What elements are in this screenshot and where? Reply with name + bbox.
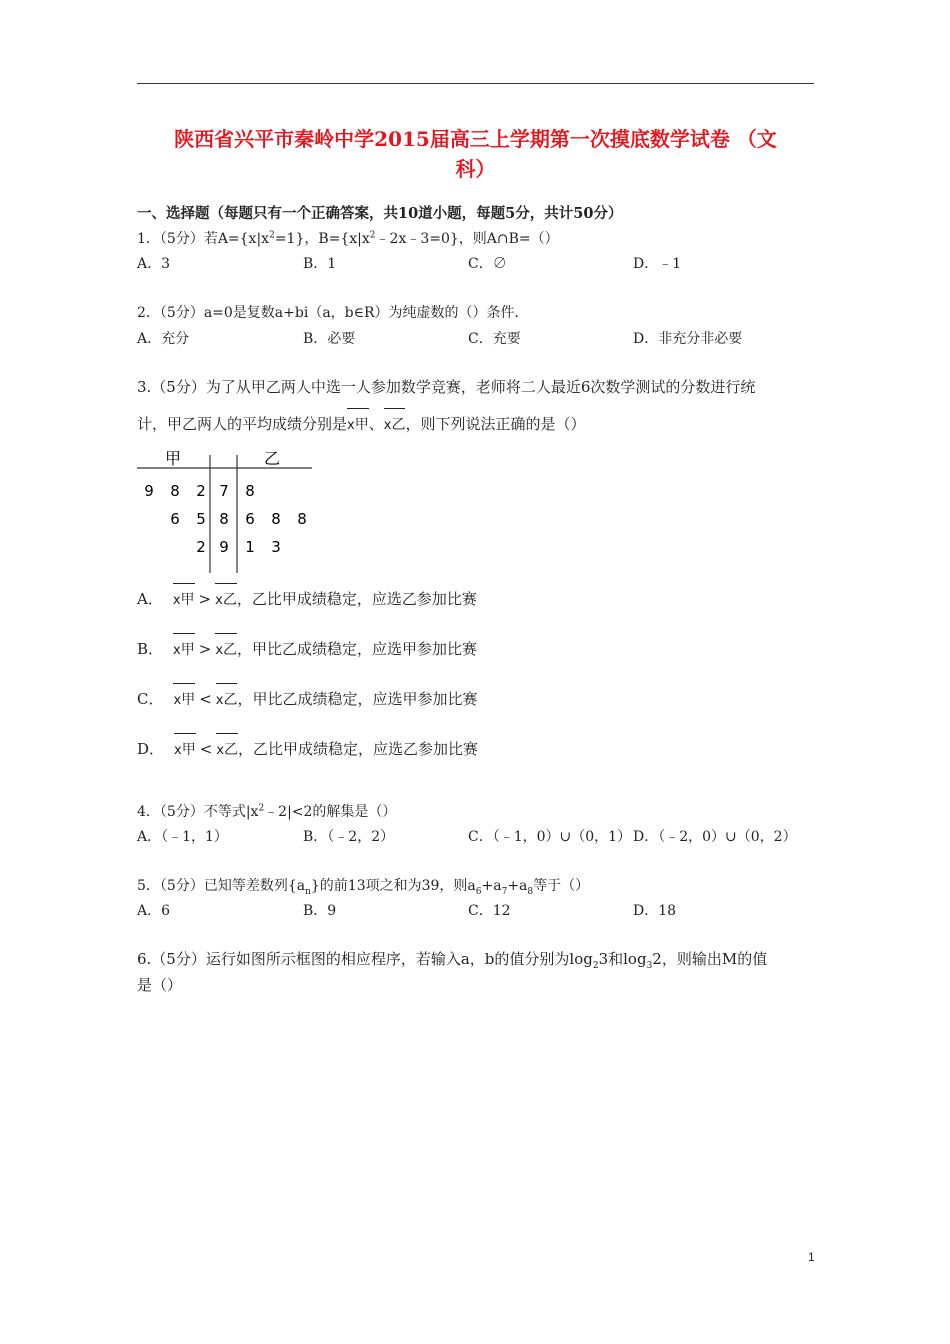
option-text: ，乙比甲成绩稳定，应选乙参加比赛	[238, 740, 479, 758]
q2-option-a[interactable]: A．充分	[137, 331, 190, 347]
header-rule	[137, 83, 814, 84]
stem-leaf-stem: 8	[219, 510, 229, 528]
mean-symbol: x乙	[216, 739, 238, 759]
mean-symbol: x甲	[173, 639, 195, 659]
stem-leaf-stem: 7	[219, 482, 229, 500]
question-3-line-2: 计，甲乙两人的平均成绩分别是x甲、x乙，则下列说法正确的是（）	[137, 415, 586, 433]
stem-leaf-left-leaf: 9	[144, 482, 154, 500]
q1-option-c[interactable]: C．∅	[468, 256, 507, 272]
q2-option-b[interactable]: B．必要	[303, 331, 356, 347]
option-letter: C．	[137, 690, 164, 708]
question-3-line-1: 3.（5分）为了从甲乙两人中选一人参加数学竞赛，老师将二人最近6次数学测试的分数进行统	[137, 378, 756, 396]
question-6-line-2: 是（）	[137, 976, 183, 994]
mean-yi: x乙	[384, 414, 406, 434]
question-6: 6.（5分）运行如图所示框图的相应程序，若输入a，b的值分别为$\log_23$和$\log_32$，则输出M的值	[137, 950, 768, 971]
relation-sign: >	[198, 640, 212, 658]
stem-leaf-header-yi: 乙	[263, 449, 281, 468]
q5-option-b[interactable]: B．9	[303, 903, 337, 919]
relation-sign: <	[199, 690, 212, 708]
option-text: ，甲比乙成绩稳定，应选甲参加比赛	[237, 690, 478, 708]
stem-leaf-right-leaf: 8	[297, 510, 307, 528]
stem-leaf-right-leaf: 1	[245, 538, 255, 556]
q2-option-d[interactable]: D．非充分非必要	[633, 331, 743, 347]
stem-leaf-plot	[137, 445, 317, 575]
option-letter: B．	[137, 640, 164, 658]
option-text: ，甲比乙成绩稳定，应选甲参加比赛	[237, 640, 478, 658]
mean-symbol: x甲	[173, 689, 195, 709]
option-text: ，乙比甲成绩稳定，应选乙参加比赛	[236, 590, 477, 608]
mean-jia: x甲	[347, 414, 369, 434]
q3-option-d[interactable]	[137, 738, 478, 759]
question-5: 5．（5分）已知等差数列$\{a_n\}$的前13项之和为39，则$a_6+a_7+a_8$等于（）	[137, 878, 590, 897]
section-heading: 一、选择题（每题只有一个正确答案，共10道小题，每题5分，共计50分）	[137, 205, 623, 222]
q5-option-c[interactable]: C．12	[468, 903, 511, 919]
stem-leaf-right-leaf: 3	[271, 538, 281, 556]
q4-option-c[interactable]: C．（﹣1，0）∪（0，1）	[468, 829, 632, 845]
q2-option-c[interactable]: C．充要	[468, 331, 521, 347]
q4-option-a[interactable]: A．（﹣1，1）	[137, 829, 228, 845]
mean-symbol: x乙	[215, 589, 237, 609]
stem-leaf-left-leaf: 8	[170, 482, 180, 500]
mean-symbol: x甲	[174, 739, 196, 759]
relation-sign: <	[199, 740, 213, 758]
q1-option-d[interactable]: D．﹣1	[633, 256, 682, 272]
option-letter: A．	[137, 590, 163, 608]
q5-option-a[interactable]: A．6	[137, 903, 171, 919]
option-letter: D．	[137, 740, 165, 758]
question-4: 4．（5分）不等式$|x^2﹣2|<2$的解集是（）	[137, 803, 397, 820]
title-line-2: 科）	[455, 157, 496, 181]
question-1: 1．（5分）若$A=\{x|x^2=1\}$，$B=\{x|x^2﹣2x﹣3=0\}$，则A∩B=（）	[137, 230, 559, 247]
stem-leaf-left-leaf: 6	[170, 510, 180, 528]
q4-option-d[interactable]: D．（﹣2，0）∪（0，2）	[633, 829, 797, 845]
q3-option-c[interactable]	[137, 688, 477, 709]
mean-symbol: x乙	[215, 639, 237, 659]
stem-leaf-right-leaf: 8	[271, 510, 281, 528]
title-line-1: 陕西省兴平市秦岭中学2015届高三上学期第一次摸底数学试卷 （文	[174, 127, 777, 151]
stem-leaf-left-leaf: 2	[196, 482, 206, 500]
q1-option-a[interactable]: A．3	[137, 256, 171, 272]
stem-leaf-left-leaf: 2	[196, 538, 206, 556]
stem-leaf-right-leaf: 6	[245, 510, 255, 528]
mean-symbol: x甲	[173, 589, 195, 609]
stem-leaf-header-jia: 甲	[164, 449, 182, 468]
question-2: 2．（5分）a=0是复数a+bi（a，b∈R）为纯虚数的（）条件．	[137, 305, 529, 321]
stem-leaf-left-leaf: 5	[196, 510, 206, 528]
mean-symbol: x乙	[216, 689, 238, 709]
q3-option-a[interactable]	[137, 588, 477, 609]
stem-leaf-right-leaf: 8	[245, 482, 255, 500]
q4-option-b[interactable]: B．（﹣2，2）	[303, 829, 395, 845]
page-number: 1	[808, 1250, 815, 1264]
relation-sign: >	[198, 590, 212, 608]
stem-leaf-stem: 9	[219, 538, 229, 556]
q5-option-d[interactable]: D．18	[633, 903, 677, 919]
page-title	[137, 124, 814, 184]
q1-option-b[interactable]: B．1	[303, 256, 337, 272]
q3-option-b[interactable]	[137, 638, 477, 659]
